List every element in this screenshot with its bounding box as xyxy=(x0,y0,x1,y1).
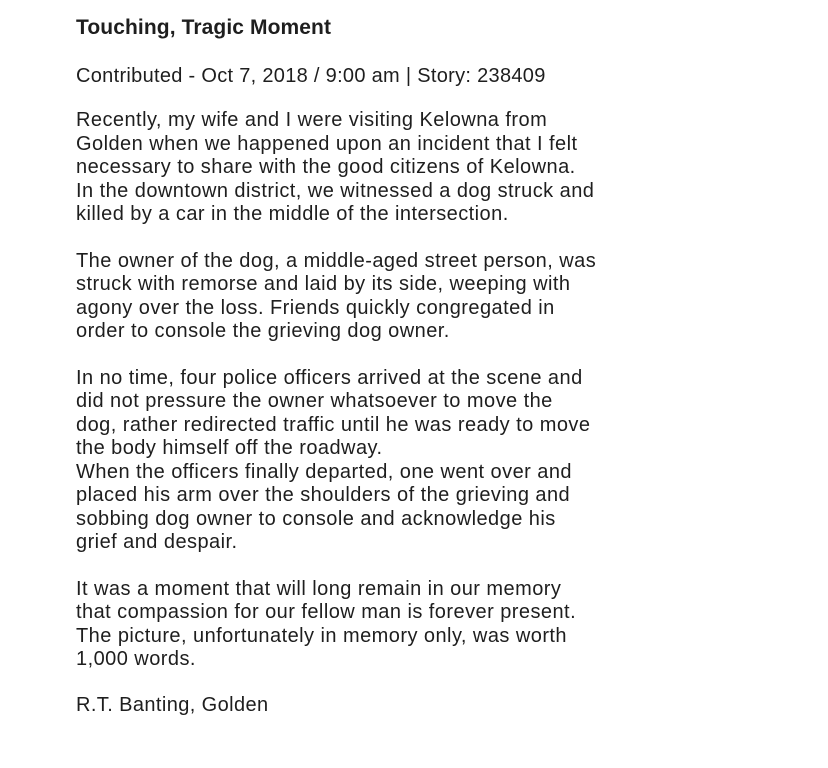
paragraph-line: order to console the grieving dog owner. xyxy=(76,320,450,342)
paragraph-line: necessary to share with the good citizens of Kelowna. xyxy=(76,156,576,178)
paragraph-line: It was a moment that will long remain in our memory xyxy=(76,577,562,600)
paragraph-line: placed his arm over the shoulders of the grieving and xyxy=(76,484,571,506)
article-meta: Contributed - Oct 7, 2018 / 9:00 am | Story: 238409 xyxy=(76,65,546,87)
paragraph-line: 1,000 words. xyxy=(76,648,196,670)
paragraph-line: sobbing dog owner to console and acknowledge his xyxy=(76,507,556,530)
paragraph-line: grief and despair. xyxy=(76,531,238,553)
paragraph-line: struck with remorse and laid by its side, weeping with xyxy=(76,273,571,295)
paragraph-line: When the officers finally departed, one went over and xyxy=(76,460,572,483)
paragraph-3 xyxy=(76,367,816,461)
article-body xyxy=(76,109,816,672)
paragraph-line: agony over the loss. Friends quickly congregated in xyxy=(76,296,555,319)
paragraph-1 xyxy=(76,109,816,227)
paragraph-5 xyxy=(76,578,816,672)
paragraph-line: did not pressure the owner whatsoever to move the xyxy=(76,390,553,412)
article-title: Touching, Tragic Moment xyxy=(76,16,332,39)
paragraph-line: that compassion for our fellow man is forever present. xyxy=(76,601,577,623)
paragraph-line: The owner of the dog, a middle-aged street person, was xyxy=(76,249,597,272)
paragraph-line: Recently, my wife and I were visiting Kelowna from xyxy=(76,109,548,131)
paragraph-line: killed by a car in the middle of the intersection. xyxy=(76,203,509,225)
paragraph-line: the body himself off the roadway. xyxy=(76,437,383,459)
paragraph-line: In no time, four police officers arrived at the scene and xyxy=(76,366,583,389)
paragraph-2 xyxy=(76,250,816,344)
author-signature: R.T. Banting, Golden xyxy=(76,693,269,716)
article xyxy=(76,14,816,719)
paragraph-line: dog, rather redirected traffic until he was ready to move xyxy=(76,413,591,436)
paragraph-line: Golden when we happened upon an incident that I felt xyxy=(76,132,578,155)
paragraph-line: The picture, unfortunately in memory only, was worth xyxy=(76,624,568,647)
paragraph-4 xyxy=(76,461,816,555)
paragraph-line: In the downtown district, we witnessed a dog struck and xyxy=(76,179,595,202)
